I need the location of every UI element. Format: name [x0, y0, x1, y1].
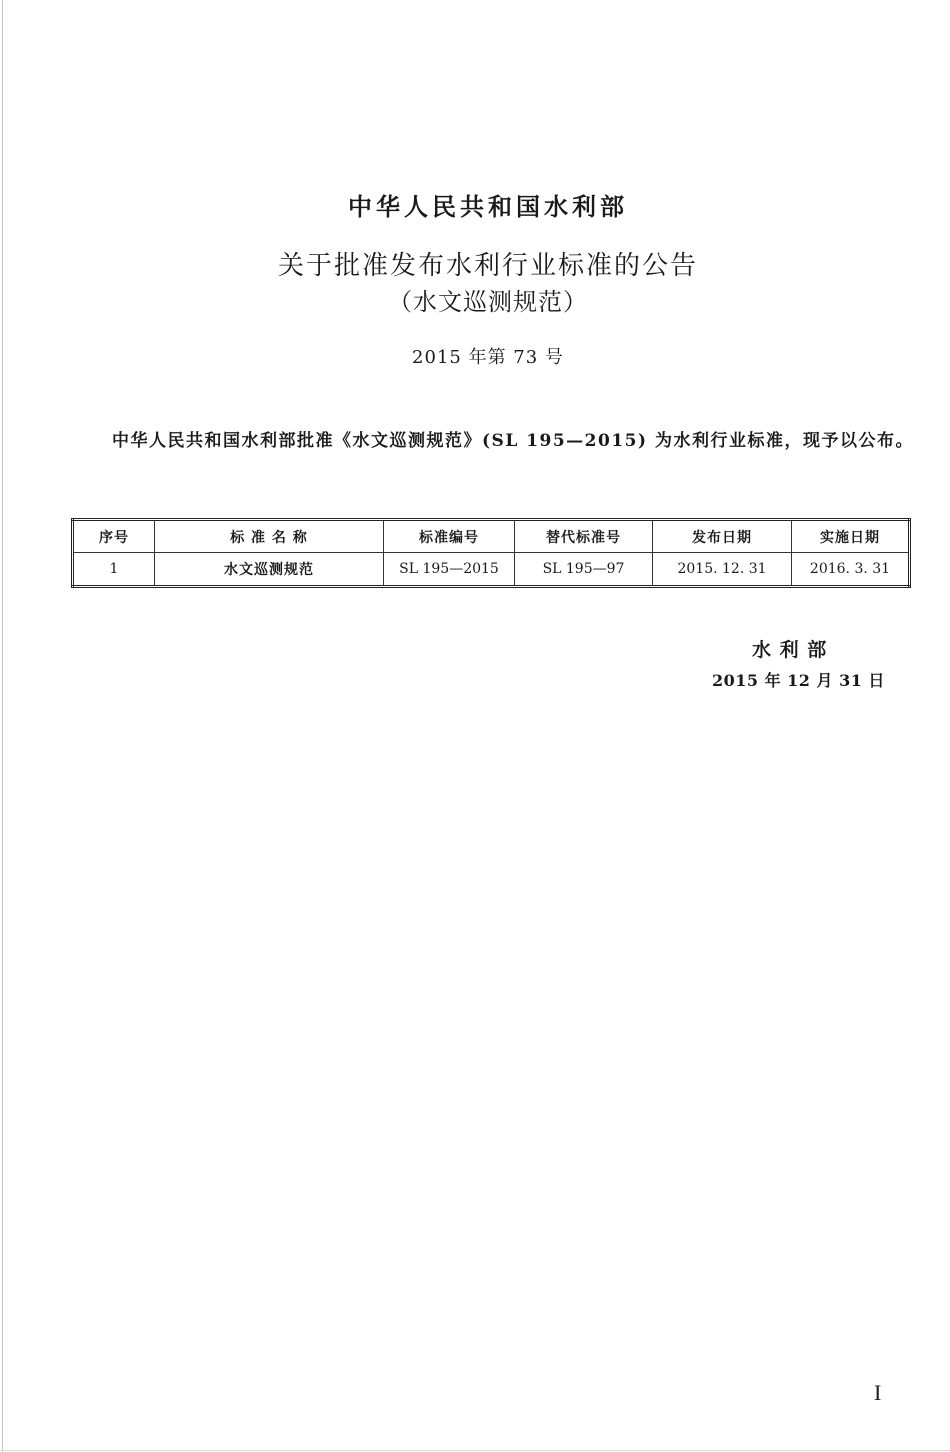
- cell-replaced-code: SL 195—97: [515, 553, 653, 587]
- standards-table: [71, 518, 911, 588]
- signature-date: 2015 年 12 月 31 日: [712, 671, 885, 690]
- announcement-body: 中华人民共和国水利部批准《水文巡测规范》(SL 195—2015) 为水利行业标准，现予以公布。: [112, 431, 914, 451]
- header-seq: 序号: [73, 520, 155, 553]
- header-effective-date: 实施日期: [792, 520, 910, 553]
- page-number: I: [874, 1380, 882, 1405]
- page-edge-bottom: [0, 1450, 950, 1451]
- announcement-title: 关于批准发布水利行业标准的公告: [277, 251, 698, 281]
- cell-seq: 1: [73, 553, 155, 587]
- header-release-date: 发布日期: [653, 520, 792, 553]
- header-standard-name: 标 准 名 称: [155, 520, 384, 553]
- issuer-title: 中华人民共和国水利部: [348, 192, 628, 221]
- announcement-subtitle: （水文巡测规范）: [388, 288, 588, 316]
- table-row: [73, 553, 910, 587]
- page-edge-left: [2, 0, 3, 1452]
- announcement-number: 2015 年第 73 号: [412, 347, 564, 368]
- cell-standard-name: 水文巡测规范: [155, 553, 384, 587]
- signature-org: 水 利 部: [752, 639, 828, 661]
- cell-release-date: 2015. 12. 31: [653, 553, 792, 587]
- cell-effective-date: 2016. 3. 31: [792, 553, 910, 587]
- header-standard-code: 标准编号: [384, 520, 515, 553]
- header-replaced-code: 替代标准号: [515, 520, 653, 553]
- cell-standard-code: SL 195—2015: [384, 553, 515, 587]
- table-header-row: [73, 520, 910, 553]
